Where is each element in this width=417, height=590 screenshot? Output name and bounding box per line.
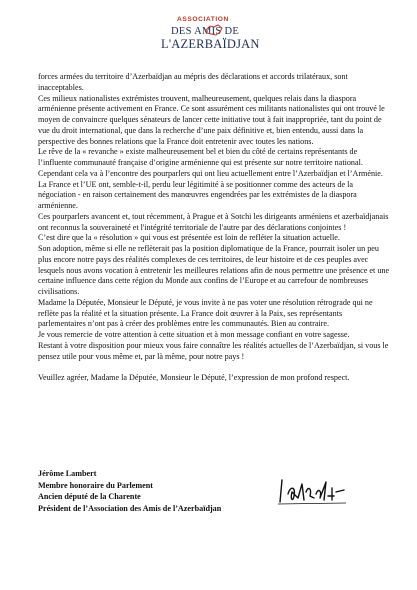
- handwritten-signature: [274, 474, 354, 510]
- logo-line-azerbaidjan: L'AZERBAÏDJAN: [161, 37, 260, 51]
- paragraph: Le rêve de la « revanche » existe malheureusement bel et bien du côté de certains représentants de l’influente communauté française d’origine arménienne qui est présente sur notre territoire national.: [38, 147, 363, 167]
- signatory-title: Membre honoraire du Parlement: [38, 480, 154, 490]
- paragraph: Madame la Députée, Monsieur le Député, je vous invite à ne pas voter une résolution rétrograde qui ne reflète pas la réalité et la situation présente. La France doit œuvrer à la Paix, ses représentants parlementaires n’ont pas à créer des problèmes entre les communautés. Bien au contraire.: [38, 297, 373, 329]
- map-emblem-icon: [205, 24, 223, 36]
- signatory-block: [38, 468, 258, 514]
- association-logo: [155, 16, 265, 64]
- letter-body: [38, 72, 390, 384]
- logo-line-des-amis: DES AMIS DE: [171, 26, 240, 37]
- paragraph: Son adoption, même si elle ne reflèterait pas la position diplomatique de la France, pourrait isoler un peu plus encore notre pays des réalités complexes de ces territoires, de leur histoire et de ces peuples avec lesquels nous avons vocation à entretenir les meilleures relations afin de nous permettre une présence et une certaine influence dans cette région du Monde aux confins de l’Europe et au carrefour de nombreuses civilisations.: [38, 244, 390, 296]
- paragraph: Ces pourparlers avancent et, tout récemment, à Prague et à Sotchi les dirigeants arméniens et azerbaïdjanais ont reconnus la souveraineté et l'intégrité territoriale de l'autre par des déclarations conjointes !: [38, 211, 389, 232]
- closing-formula: Veuillez agréer, Madame la Députée, Monsieur le Député, l’expression de mon profond respect.: [38, 372, 350, 382]
- logo-line-association: ASSOCIATION: [177, 16, 229, 23]
- signatory-title: Ancien député de la Charente: [38, 492, 141, 501]
- paragraph: C’est dire que la « résolution » qui vous est présentée est loin de refléter la situation actuelle.: [38, 233, 340, 243]
- paragraph: forces armées du territoire d’Azerbaïdjan au mépris des déclarations et accords trilatéraux, sont inacceptables.: [38, 72, 348, 92]
- signatory-title: Président de l’Association des Amis de l’Azerbaïdjan: [38, 503, 222, 513]
- paragraph: Je vous remercie de votre attention à cette situation et à mon message confiant en votre sagesse.: [38, 330, 350, 339]
- paragraph: Ces milieux nationalistes extrémistes trouvent, malheureusement, quelques relais dans la diaspora arménienne présente activement en France. Ce sont assurément ces militants nationalistes qui ont trouvé le moyen de convaincre quelques sénateurs de lancer cette initiative tout à fait inappropriée, tant du point de vue du droit international, que dans la recherche d’une paix définitive et, bien entendu, aussi dans la perspective des bonnes relations que la France doit entretenir avec toutes les nations.: [38, 93, 385, 146]
- signatory-name: Jérôme Lambert: [38, 469, 97, 478]
- paragraph: Restant à votre disposition pour mieux vous faire connaître les réalités actuelles de l’Azerbaïdjan, si vous le pensez utile pour vous même et, par là même, pour notre pays !: [38, 340, 389, 361]
- paragraph: Cependant cela va à l’encontre des pourparlers qui ont lieu actuellement entre l’Azerbaïdjan et l’Arménie. La France et l’UE ont, semble-t-il, perdu leur légitimité à se positionner comme des acteurs de la négociation - en raison certainement des manœuvres engendrées par les extrémistes de la diaspora arménienne.: [38, 168, 383, 210]
